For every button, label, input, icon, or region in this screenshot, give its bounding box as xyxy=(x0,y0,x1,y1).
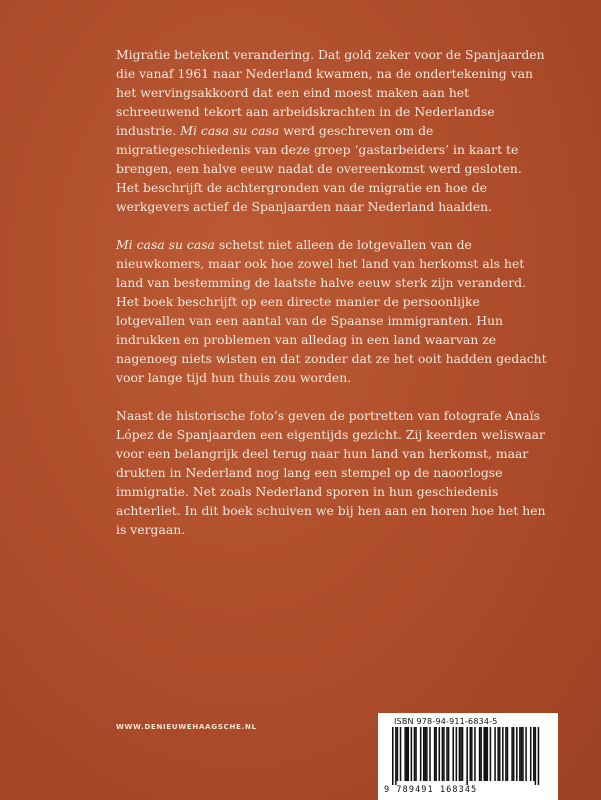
barcode-bar xyxy=(533,727,535,781)
barcode-bar xyxy=(497,727,499,781)
barcode-bar xyxy=(392,727,394,785)
blurb-text xyxy=(116,45,548,539)
barcode-bar xyxy=(470,727,472,781)
barcode-bar xyxy=(415,727,417,781)
barcode-bar xyxy=(442,727,444,781)
barcode-bar xyxy=(452,727,454,781)
barcode-bar xyxy=(513,727,515,781)
barcode-bar xyxy=(479,727,481,781)
barcode-bar xyxy=(460,727,462,781)
book-title-italic: Mi casa su casa xyxy=(116,237,215,252)
isbn-text: ISBN 978-94-911-6834-5 xyxy=(394,717,498,726)
barcode-bar xyxy=(487,727,489,781)
barcode-bar xyxy=(471,727,473,781)
barcode-label xyxy=(378,713,558,800)
barcode-bar xyxy=(439,727,441,781)
barcode-bar xyxy=(420,727,422,781)
barcode-bar xyxy=(494,727,496,781)
barcode-digits: 9 789491 168345 xyxy=(384,785,478,795)
barcode-bar xyxy=(521,727,523,781)
barcode-bar xyxy=(519,727,521,781)
barcode-bar xyxy=(425,727,427,781)
barcode-bar xyxy=(448,727,450,781)
barcode-bar xyxy=(397,727,399,781)
text-segment: Migratie betekent verandering. Dat gold zeker voor de Spanjaarden die vanaf 1961 naar Nederland kwamen, na de ondertekening van het wervingsakkoord dat een eind moest maken aan het schreeuwend tekort aan arbeidskrachten in de Nederlandse industrie. xyxy=(116,47,545,138)
barcode-bar xyxy=(414,727,416,781)
barcode-bar xyxy=(525,727,527,781)
barcode-bar xyxy=(423,727,425,781)
barcode-bar xyxy=(502,727,504,781)
barcode-bar xyxy=(522,727,524,781)
barcode-bar xyxy=(485,727,487,781)
barcode-bar xyxy=(490,727,492,781)
barcode-bar xyxy=(395,727,397,785)
text-segment: schetst niet alleen de lotgevallen van de nieuwkomers, maar ook hoe zowel het land van herkomst als het land van bestemming de laatste halve eeuw sterk zijn veranderd. Het boek beschrijft op een directe manier de persoonlijke lotgevallen van een aantal van de Spaanse immigranten. Hun indrukken en problemen van alledag in een land waarvan ze nagenoeg niets wisten en dat zonder dat ze het ooit hadden gedacht voor lange tijd hun thuis zou worden. xyxy=(116,237,547,385)
barcode-bar xyxy=(408,727,410,781)
barcode-bar xyxy=(505,727,507,781)
barcode-bar xyxy=(435,727,437,781)
book-title-italic: Mi casa su casa xyxy=(180,123,280,138)
barcode-bar xyxy=(511,727,513,781)
barcode-bar xyxy=(411,727,413,781)
barcode-bar xyxy=(480,727,482,781)
barcode-bar xyxy=(426,727,428,781)
blurb-paragraph-3 xyxy=(116,406,548,539)
barcode-bar xyxy=(462,727,464,781)
text-segment: werd geschreven om de migratiegeschiedenis van deze groep ‘gastarbeiders’ in kaart te brengen, een halve eeuw nadat de overeenkomst werd gesloten. Het beschrijft de achtergronden van de migratie en hoe de werkgevers actief de Spanjaarden naar Nederland haalden. xyxy=(116,123,522,214)
barcode-bar xyxy=(499,727,501,781)
barcode-bar xyxy=(406,727,408,781)
barcode-bar xyxy=(404,727,406,781)
barcode-bar xyxy=(459,727,461,781)
barcode-bar xyxy=(538,727,540,785)
barcode-icon xyxy=(392,727,544,785)
barcode-bar xyxy=(429,727,431,781)
barcode-bar xyxy=(400,727,402,781)
barcode-bar xyxy=(535,727,537,785)
barcode-bar xyxy=(483,727,485,781)
barcode-bar xyxy=(507,727,509,781)
barcode-bar xyxy=(474,727,476,781)
barcode-bar xyxy=(530,727,532,781)
barcode-bar xyxy=(443,727,445,781)
barcode-bar xyxy=(434,727,436,781)
text-segment: Naast de historische foto’s geven de portretten van fotografe Anaïs López de Spanjaarden een eigentijds gezicht. Zij keerden weliswaar voor een belangrijk deel terug naar hun land van herkomst, maar drukten in Nederland nog lang een stempel op de naoorlogse immigratie. Net zoals Nederland sporen in hun geschiedenis achterliet. In dit boek schuiven we bij hen aan en horen hoe het hen is vergaan. xyxy=(116,408,546,537)
blurb-paragraph-2 xyxy=(116,235,548,387)
barcode-bar xyxy=(466,727,468,785)
barcode-bar xyxy=(516,727,518,781)
publisher-url: WWW.DENIEUWEHAAGSCHE.NL xyxy=(116,722,257,731)
barcode-bar xyxy=(446,727,448,781)
barcode-bar xyxy=(456,727,458,781)
blurb-paragraph-1 xyxy=(116,45,548,216)
